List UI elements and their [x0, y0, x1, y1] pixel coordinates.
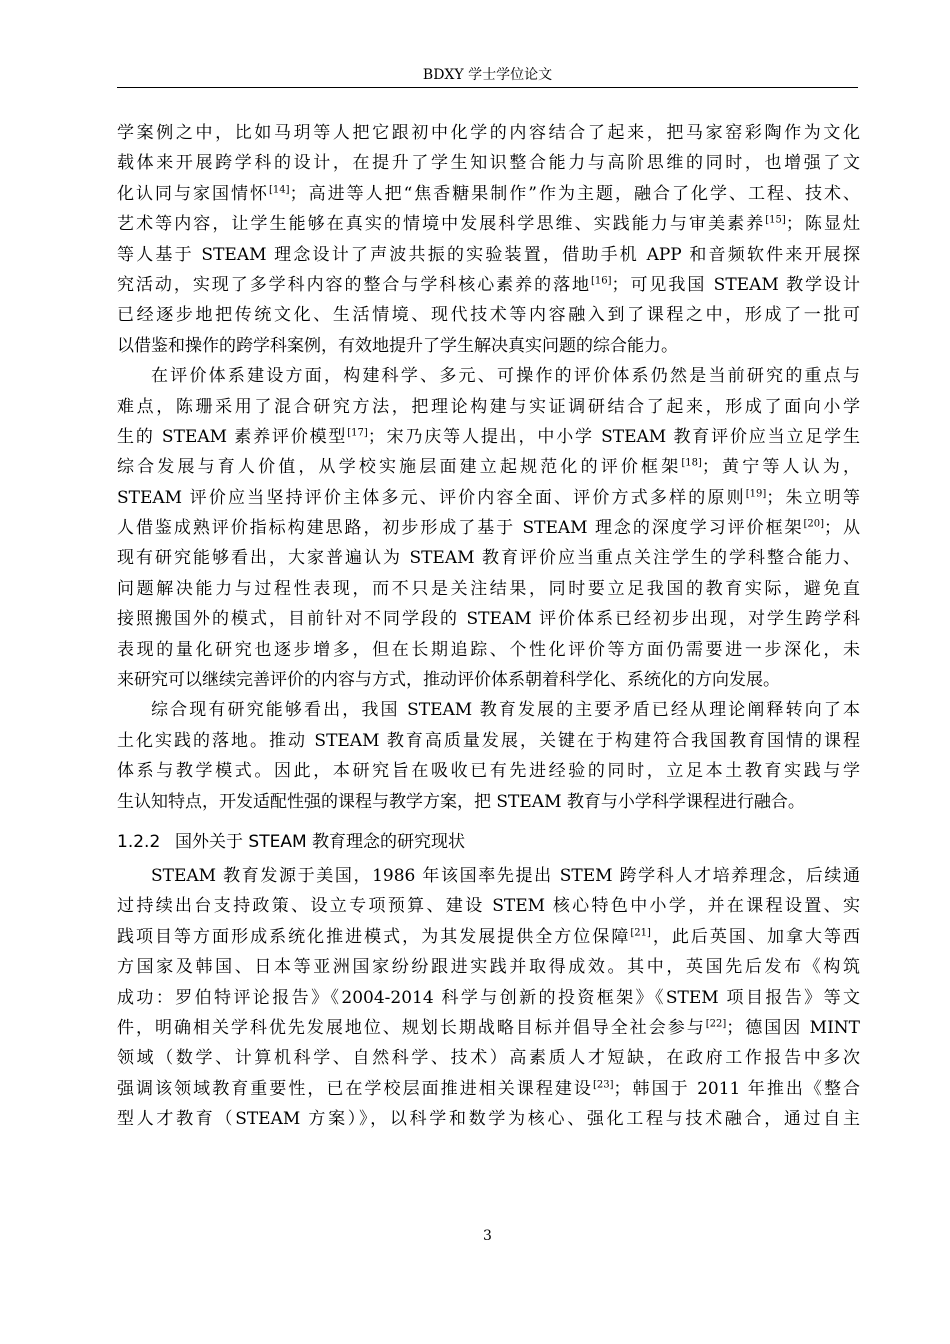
citation-marker: [17] — [347, 427, 368, 439]
text-run: 型人才教育（STEAM 方案）》，以科学和数学为核心、强化工程与技术融合，通过自主 — [117, 1109, 860, 1130]
text-line — [117, 209, 860, 239]
text-run: ；韩国于 2011 年推出《整合 — [613, 1078, 860, 1099]
text-run: ；高进等人把“焦香糖果制作”作为主题，融合了化学、工程、技术、 — [289, 183, 860, 204]
text-run: 综合发展与育人价值，从学校实施层面建立起规范化的评价框架 — [117, 457, 682, 478]
text-run: 表现的量化研究也逐步增多，但在长期追踪、个性化评价等方面仍需要进一步深化，未 — [117, 639, 860, 660]
text-run: 方国家及韩国、日本等亚洲国家纷纷跟进实践并取得成效。其中，英国先后发布《构筑 — [117, 957, 860, 978]
text-run: 践项目等方面形成系统化推进模式，为其发展提供全方位保障 — [117, 926, 631, 947]
citation-marker: [15] — [765, 214, 786, 226]
citation-marker: [23] — [592, 1079, 614, 1091]
section-number: 1.2.2 — [117, 831, 161, 852]
text-line — [117, 665, 860, 695]
text-run: ，此后英国、加拿大等西 — [650, 926, 860, 947]
text-line — [117, 483, 860, 513]
text-run: 等人基于 STEAM 理念设计了声波共振的实验装置，借助手机 APP 和音频软件来开展探 — [117, 244, 860, 265]
text-line — [117, 891, 860, 921]
text-run: 人借鉴成熟评价指标构建思路，初步形成了基于 STEAM 理念的深度学习评价框架 — [117, 518, 804, 539]
paragraph — [117, 361, 860, 695]
text-run: 接照搬国外的模式，目前针对不同学段的 STEAM 评价体系已经初步出现，对学生跨学科 — [117, 609, 860, 630]
citation-marker: [21] — [630, 927, 651, 939]
text-run: 综合现有研究能够看出，我国 STEAM 教育发展的主要矛盾已经从理论阐释转向了本 — [151, 700, 860, 721]
page-number: 3 — [483, 1228, 492, 1244]
citation-marker: [18] — [681, 457, 702, 469]
section-title: 国外关于 STEAM 教育理念的研究现状 — [175, 831, 466, 852]
body-text — [117, 118, 860, 1135]
text-run: 过持续出台支持政策、设立专项预算、建设 STEM 核心特色中小学，并在课程设置、实 — [117, 896, 860, 917]
paragraph — [117, 118, 860, 361]
text-line — [117, 604, 860, 634]
text-line — [117, 513, 860, 543]
text-line — [117, 118, 860, 148]
text-run: 来研究可以继续完善评价的内容与方式，推动评价体系朝着科学化、系统化的方向发展。 — [117, 670, 780, 691]
text-run: 生认知特点，开发适配性强的课程与教学方案，把 STEAM 教育与小学科学课程进行融合。 — [117, 791, 805, 812]
text-run: ；可见我国 STEAM 教学设计 — [611, 274, 860, 295]
text-run: 土化实践的落地。推动 STEAM 教育高质量发展，关键在于构建符合我国教育国情的课程 — [117, 730, 860, 751]
text-run: 已经逐步地把传统文化、生活情境、现代技术等内容融入到了课程之中，形成了一批可 — [117, 305, 860, 326]
text-run: 生的 STEAM 素养评价模型 — [117, 426, 348, 447]
text-line — [117, 861, 860, 891]
section-heading — [117, 827, 860, 857]
citation-marker: [20] — [803, 518, 825, 530]
citation-marker: [19] — [745, 488, 767, 500]
text-line — [117, 179, 860, 209]
text-run: 现有研究能够看出，大家普遍认为 STEAM 教育评价应当重点关注学生的学科整合能力、 — [117, 548, 860, 569]
text-line — [117, 983, 860, 1013]
text-line — [117, 452, 860, 482]
text-run: ；宋乃庆等人提出，中小学 STEAM 教育评价应当立足学生 — [367, 426, 860, 447]
text-run: STEAM 教育发源于美国，1986 年该国率先提出 STEM 跨学科人才培养理念，后续通 — [151, 865, 860, 886]
text-line — [117, 787, 860, 817]
text-line — [117, 695, 860, 725]
text-run: STEAM 评价应当坚持评价主体多元、评价内容全面、评价方式多样的原则 — [117, 487, 746, 508]
text-run: ；朱立明等 — [766, 487, 860, 508]
text-line — [117, 543, 860, 573]
text-line — [117, 331, 860, 361]
text-run: 以借鉴和操作的跨学科案例，有效地提升了学生解决真实问题的综合能力。 — [117, 335, 678, 356]
running-header: BDXY 学士学位论文 — [422, 67, 553, 83]
text-line — [117, 1043, 860, 1073]
text-run: 领域（数学、计算机科学、自然科学、技术）高素质人才短缺，在政府工作报告中多次 — [117, 1048, 860, 1069]
text-run: ；黄宁等人认为， — [701, 457, 860, 478]
text-line — [117, 726, 860, 756]
text-run: ；从 — [824, 518, 860, 539]
paragraph — [117, 695, 860, 817]
text-run: 件，明确相关学科优先发展地位、规划长期战略目标并倡导全社会参与 — [117, 1017, 706, 1038]
paragraphs-after-heading — [117, 861, 860, 1135]
text-run: 在评价体系建设方面，构建科学、多元、可操作的评价体系仍然是当前研究的重点与 — [151, 366, 860, 387]
text-run: 学案例之中，比如马玥等人把它跟初中化学的内容结合了起来，把马家窑彩陶作为文化 — [117, 123, 860, 143]
paragraph — [117, 861, 860, 1135]
citation-marker: [22] — [705, 1018, 727, 1030]
text-line — [117, 148, 860, 178]
header-rule — [117, 87, 858, 88]
text-run: 艺术等内容，让学生能够在真实的情境中发展科学思维、实践能力与审美素养 — [117, 214, 766, 235]
text-line — [117, 952, 860, 982]
text-line — [117, 922, 860, 952]
text-line — [117, 1104, 860, 1134]
text-run: 体系与教学模式。因此，本研究旨在吸收已有先进经验的同时，立足本土教育实践与学 — [117, 761, 860, 782]
paragraphs-before-heading — [117, 118, 860, 817]
text-line — [117, 635, 860, 665]
text-run: 载体来开展跨学科的设计，在提升了学生知识整合能力与高阶思维的同时，也增强了文 — [117, 153, 860, 174]
text-line — [117, 361, 860, 391]
text-run: 化认同与家国情怀 — [117, 183, 270, 204]
citation-marker: [14] — [269, 184, 290, 196]
text-run: 强调该领域教育重要性，已在学校层面推进相关课程建设 — [117, 1078, 593, 1099]
text-run: 成功：罗伯特评论报告》《2004-2014 科学与创新的投资框架》《STEM 项目报告》等文 — [117, 987, 860, 1008]
text-run: ；陈显灶 — [785, 214, 860, 235]
text-line — [117, 270, 860, 300]
text-run: 问题解决能力与过程性表现，而不只是关注结果，同时要立足我国的教育实际，避免直 — [117, 578, 860, 599]
text-line — [117, 1013, 860, 1043]
text-run: 究活动，实现了多学科内容的整合与学科核心素养的落地 — [117, 274, 591, 295]
text-run: 难点，陈珊采用了混合研究方法，把理论构建与实证调研结合了起来，形成了面向小学 — [117, 396, 860, 417]
text-line — [117, 300, 860, 330]
text-line — [117, 392, 860, 422]
text-line — [117, 574, 860, 604]
text-line — [117, 1074, 860, 1104]
citation-marker: [16] — [590, 275, 612, 287]
text-line — [117, 422, 860, 452]
text-line — [117, 240, 860, 270]
text-run: ；德国因 MINT — [726, 1017, 860, 1038]
text-line — [117, 756, 860, 786]
